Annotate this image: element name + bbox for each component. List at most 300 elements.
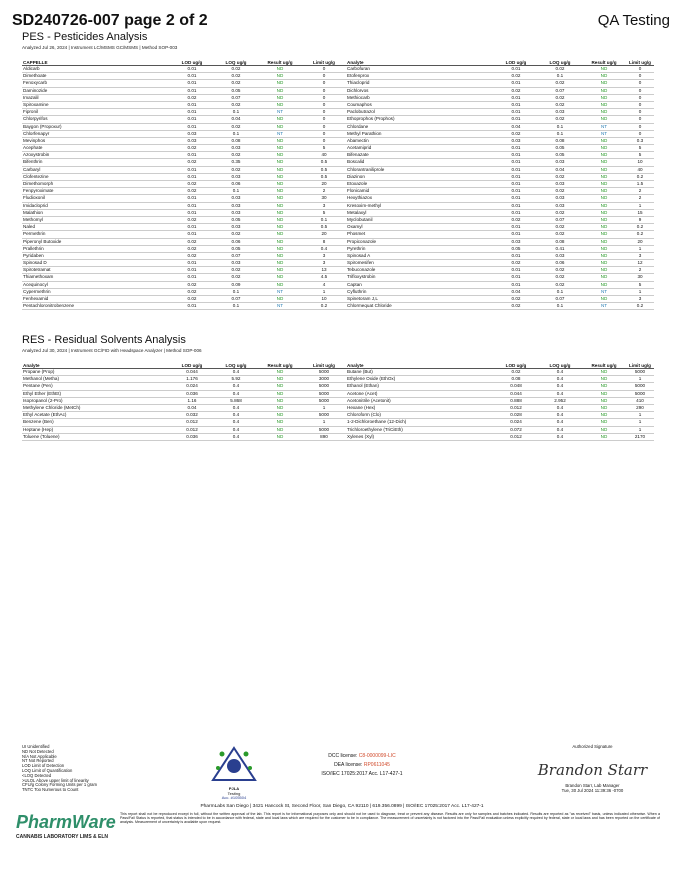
pes-cell: Spinetoram J,L (346, 296, 494, 303)
pes-header-5: Analyte (346, 52, 494, 66)
pes-cell: 0.2 (626, 174, 654, 181)
pes-cell: 20 (626, 239, 654, 246)
res-cell: 1 (626, 412, 654, 419)
pes-cell: 0.01 (170, 109, 214, 116)
pes-cell: 0.05 (214, 217, 258, 224)
pes-cell: 0.08 (214, 138, 258, 145)
pes-cell: ND (258, 260, 302, 267)
pes-cell: Trifloxystrobin (346, 274, 494, 281)
pes-cell: 0 (302, 95, 346, 102)
pes-cell: 0 (302, 80, 346, 87)
pes-cell: Cypermethrin (22, 289, 170, 296)
pes-cell: 0 (626, 109, 654, 116)
pes-cell: Aldicarb (22, 66, 170, 73)
pes-cell: 13 (302, 267, 346, 274)
pes-cell: 0.01 (170, 73, 214, 80)
res-cell: ND (258, 434, 302, 441)
pes-cell: 8 (302, 239, 346, 246)
pes-header-7: LOQ ug/g (538, 52, 582, 66)
pes-cell: Clofentezine (22, 174, 170, 181)
pes-cell: 0.01 (494, 66, 538, 73)
license-info (302, 752, 422, 779)
res-cell: 0.4 (538, 369, 582, 376)
pes-cell: 0.2 (626, 224, 654, 231)
pes-cell: 0.02 (214, 274, 258, 281)
pes-cell: Myclobutanil (346, 217, 494, 224)
res-header-9: Limit ug/g (626, 355, 654, 369)
pes-cell: 0 (302, 124, 346, 131)
res-cell: ND (258, 427, 302, 434)
res-cell: ND (582, 369, 626, 376)
res-cell: ND (582, 383, 626, 390)
pes-cell: ND (582, 167, 626, 174)
pes-cell: Thiamethoxam (22, 274, 170, 281)
res-cell: 5000 (302, 398, 346, 405)
pes-cell: ND (582, 195, 626, 202)
pes-cell: ND (258, 95, 302, 102)
res-cell: 0.02 (494, 369, 538, 376)
pes-cell: Daminozide (22, 88, 170, 95)
signature-label: Authorized Signature (572, 744, 613, 749)
legend-item: ND Not Detected (22, 748, 54, 754)
pes-cell: Prallethrin (22, 246, 170, 253)
pes-cell: ND (582, 224, 626, 231)
pes-cell: 0.03 (538, 109, 582, 116)
res-cell: ND (258, 405, 302, 412)
iso-accreditation: ISO/IEC 17025:2017 Acc. L17-427-1 (321, 771, 403, 777)
pes-cell: 0.03 (214, 195, 258, 202)
res-header-2: LOQ ug/g (214, 355, 258, 369)
pes-cell: 4.5 (302, 274, 346, 281)
pes-cell: 0.03 (214, 224, 258, 231)
res-cell: 5000 (302, 369, 346, 376)
pes-cell: 3 (302, 253, 346, 260)
pes-cell: 0.02 (538, 116, 582, 123)
dea-value: RP0611045 (363, 762, 390, 768)
res-cell: Methylene Chloride (MetCh) (22, 405, 170, 412)
pes-cell: 0.04 (214, 116, 258, 123)
pes-cell: 0.2 (626, 303, 654, 310)
pes-cell: Diazinon (346, 174, 494, 181)
pes-cell: Azoxystrobin (22, 152, 170, 159)
pes-cell: 5 (626, 282, 654, 289)
res-cell: Isopropanol (2-Pro) (22, 398, 170, 405)
pes-cell: 0.1 (214, 188, 258, 195)
pes-cell: 0.02 (214, 66, 258, 73)
pes-cell: ND (582, 296, 626, 303)
pes-cell: Imidacloprid (22, 203, 170, 210)
pes-cell: Cyfluthrin (346, 289, 494, 296)
res-cell: 2170 (626, 434, 654, 441)
pes-cell: 0.01 (170, 102, 214, 109)
pes-cell: 0.02 (214, 80, 258, 87)
res-cell: Trichloroethylene (TriCiEth) (346, 427, 494, 434)
pes-cell: 5 (302, 210, 346, 217)
res-cell: ND (258, 412, 302, 419)
pes-cell: 0 (626, 73, 654, 80)
pes-cell: 0.05 (214, 246, 258, 253)
pes-cell: Pyridaben (22, 253, 170, 260)
pes-cell: 0.1 (538, 124, 582, 131)
pes-cell: 0.01 (494, 231, 538, 238)
res-cell: ND (258, 391, 302, 398)
pes-cell: 0.01 (494, 152, 538, 159)
pes-cell: ND (582, 88, 626, 95)
res-cell: ND (258, 369, 302, 376)
pes-cell: ND (258, 253, 302, 260)
pes-cell: 0.06 (538, 260, 582, 267)
res-cell: Propane (Prop) (22, 369, 170, 376)
pes-cell: Coumaphos (346, 102, 494, 109)
pes-header-0: CAPPELLE (22, 52, 170, 66)
pes-cell: Chlormequat Chloride (346, 303, 494, 310)
pes-cell: ND (258, 88, 302, 95)
pes-cell: ND (582, 282, 626, 289)
pes-cell: 0.09 (214, 282, 258, 289)
pes-cell: 0.01 (494, 253, 538, 260)
pes-cell: 0.02 (494, 260, 538, 267)
res-cell: 5.868 (214, 398, 258, 405)
pes-cell: Carbofuran (346, 66, 494, 73)
pes-cell: 0.04 (538, 167, 582, 174)
pes-cell: 1 (626, 203, 654, 210)
pes-cell: 0.02 (494, 131, 538, 138)
pes-cell: NT (582, 303, 626, 310)
dea-label: DEA license: (334, 762, 363, 768)
res-cell: 0.4 (538, 391, 582, 398)
pes-cell: Methomyl (22, 217, 170, 224)
pes-cell: ND (258, 181, 302, 188)
pes-cell: ND (258, 145, 302, 152)
pes-cell: ND (258, 282, 302, 289)
pes-cell: 0.03 (538, 159, 582, 166)
pes-cell: 10 (626, 159, 654, 166)
res-header-5: Analyte (346, 355, 494, 369)
res-cell: Methanol (Metha) (22, 376, 170, 383)
pes-cell: ND (582, 116, 626, 123)
res-cell: 0.4 (214, 405, 258, 412)
pes-cell: 0 (302, 116, 346, 123)
solvents-table (22, 355, 660, 441)
pes-cell: Naled (22, 224, 170, 231)
legend-item: LOQ Limit of Quantification (22, 767, 73, 773)
pes-cell: 0.01 (170, 174, 214, 181)
pes-cell: 0.03 (538, 253, 582, 260)
pes-cell: 0.02 (170, 145, 214, 152)
pes-cell: 0 (626, 124, 654, 131)
pes-cell: ND (582, 95, 626, 102)
res-cell: ND (258, 398, 302, 405)
pes-cell: 0.01 (494, 267, 538, 274)
res-cell: ND (582, 405, 626, 412)
pes-cell: ND (582, 188, 626, 195)
res-cell: 410 (626, 398, 654, 405)
pes-cell: 12 (626, 260, 654, 267)
pes-cell: ND (582, 239, 626, 246)
pes-cell: 2 (626, 267, 654, 274)
pes-cell: NT (258, 289, 302, 296)
pes-cell: NT (582, 131, 626, 138)
pes-cell: 0.01 (494, 80, 538, 87)
pes-cell: 0.07 (538, 296, 582, 303)
pes-cell: ND (582, 174, 626, 181)
res-cell: Chloroform (Clo) (346, 412, 494, 419)
signer-name: Brandon Starr, Lab Manager (565, 783, 620, 788)
pes-cell: 20 (302, 231, 346, 238)
signature-date: Tue, 30 Jul 2024 11:39:36 -0700 (561, 788, 624, 793)
pes-cell: 0.03 (214, 203, 258, 210)
res-cell: Hexane (Hex) (346, 405, 494, 412)
pes-cell: 0.02 (538, 95, 582, 102)
dcc-value: C8-0000099-LIC (358, 753, 396, 759)
pes-cell: ND (582, 181, 626, 188)
res-cell: 0.072 (494, 427, 538, 434)
pes-cell: Spiromesifen (346, 260, 494, 267)
pes-cell: Ethoprophos (Prophos) (346, 116, 494, 123)
pes-cell: ND (258, 274, 302, 281)
pes-cell: NT (258, 303, 302, 310)
pes-cell: 5 (626, 145, 654, 152)
res-cell: 5000 (302, 391, 346, 398)
res-cell: 0.044 (170, 369, 214, 376)
pes-cell: 0.01 (170, 152, 214, 159)
res-cell: Ethyl Acetate (EthAc) (22, 412, 170, 419)
pes-cell: 0.01 (494, 102, 538, 109)
pes-cell: 0.5 (302, 174, 346, 181)
abbreviation-legend (22, 745, 97, 793)
pes-cell: 0 (626, 131, 654, 138)
res-cell: Pentane (Pen) (22, 383, 170, 390)
pes-cell: 0.02 (538, 80, 582, 87)
pes-cell: 0.02 (538, 102, 582, 109)
res-cell: 1.16 (170, 398, 214, 405)
pes-cell: 0.06 (214, 181, 258, 188)
pes-cell: Fenhexamid (22, 296, 170, 303)
pes-cell: 0.1 (214, 303, 258, 310)
pes-cell: 2 (626, 188, 654, 195)
res-cell: 0.4 (538, 427, 582, 434)
pes-cell: 0.03 (170, 138, 214, 145)
brand-name: PharmWare (16, 812, 116, 832)
pes-cell: 3 (302, 260, 346, 267)
pes-cell: Methyl Parathion (346, 131, 494, 138)
pes-cell: ND (258, 167, 302, 174)
pes-cell: 0.03 (214, 145, 258, 152)
res-cell: 0.4 (214, 383, 258, 390)
signature-block (530, 744, 655, 793)
pes-cell: 0.1 (214, 289, 258, 296)
res-cell: 1 (302, 419, 346, 426)
res-header-4: Limit ug/g (302, 355, 346, 369)
pes-cell: 30 (302, 195, 346, 202)
pes-cell: 0.02 (538, 66, 582, 73)
pes-cell: 0.02 (214, 267, 258, 274)
pes-cell: 30 (626, 274, 654, 281)
res-cell: Toluene (Toluene) (22, 434, 170, 441)
pes-header-6: LOD ug/g (494, 52, 538, 66)
res-cell: ND (258, 376, 302, 383)
pes-cell: Etofenprox (346, 73, 494, 80)
pes-cell: 0.01 (494, 210, 538, 217)
pes-cell: 0.02 (538, 231, 582, 238)
pes-cell: 0.05 (494, 246, 538, 253)
pes-cell: 0.07 (538, 217, 582, 224)
pes-cell: Hexythiazox (346, 195, 494, 202)
res-cell: Ethylene Oxide (EthOx) (346, 376, 494, 383)
legend-item: CFU/g Colony Forming Units per 1 gram (22, 782, 97, 788)
pes-cell: 1 (626, 246, 654, 253)
pes-cell: ND (258, 124, 302, 131)
pes-cell: 0.05 (538, 152, 582, 159)
pes-cell: ND (258, 80, 302, 87)
legend-item: N/A Not Applicable (22, 753, 57, 759)
pes-cell: 0.41 (538, 246, 582, 253)
res-section-subtitle: Analyzed Jul 30, 2024 | Instrument GC/FID with Headspace Analyzer | Method SOP-006 (22, 348, 202, 353)
pes-cell: 0.03 (538, 181, 582, 188)
pes-cell: ND (258, 210, 302, 217)
pes-cell: 3 (626, 253, 654, 260)
pes-cell: Dimethoate (22, 73, 170, 80)
pes-cell: 0.02 (214, 231, 258, 238)
pes-cell: Phosmet (346, 231, 494, 238)
legend-item: NT Not Reported (22, 758, 54, 764)
pes-cell: Oxamyl (346, 224, 494, 231)
pes-cell: 0.08 (538, 239, 582, 246)
pes-cell: 0.01 (170, 260, 214, 267)
pes-header-1: LOD ug/g (170, 52, 214, 66)
pes-cell: 0.01 (494, 95, 538, 102)
pes-cell: 0.04 (494, 124, 538, 131)
pes-cell: Captan (346, 282, 494, 289)
pes-cell: 0.01 (170, 66, 214, 73)
res-section-title: RES - Residual Solvents Analysis (22, 334, 186, 346)
pes-cell: NT (582, 289, 626, 296)
pes-cell: 0.08 (538, 138, 582, 145)
pes-cell: ND (582, 138, 626, 145)
pes-cell: 0.5 (302, 159, 346, 166)
pes-cell: Acephate (22, 145, 170, 152)
res-cell: 0.08 (494, 376, 538, 383)
pes-cell: 0.02 (538, 174, 582, 181)
pes-cell: Dichlorvos (346, 88, 494, 95)
pes-cell: 0.03 (538, 203, 582, 210)
pes-cell: ND (258, 116, 302, 123)
pes-cell: 0.03 (214, 210, 258, 217)
res-cell: 1 (626, 419, 654, 426)
pes-cell: ND (582, 152, 626, 159)
brand-tagline: CANNABIS LABORATORY LIMS & ELN (16, 834, 109, 840)
signature-script: Brandon Starr (537, 761, 648, 779)
res-cell: ND (582, 391, 626, 398)
res-cell: 5000 (626, 369, 654, 376)
pes-cell: 0.02 (538, 224, 582, 231)
res-header-7: LOQ ug/g (538, 355, 582, 369)
pes-cell: ND (582, 80, 626, 87)
pes-header-9: Limit ug/g (626, 52, 654, 66)
pes-cell: Fludioxonil (22, 195, 170, 202)
pes-cell: Malathion (22, 210, 170, 217)
pes-cell: 0.3 (626, 138, 654, 145)
res-cell: 0.032 (170, 412, 214, 419)
pes-cell: 20 (302, 181, 346, 188)
pes-cell: ND (258, 217, 302, 224)
pes-cell: 1 (626, 289, 654, 296)
pes-cell: ND (258, 296, 302, 303)
pes-cell: 0.01 (170, 231, 214, 238)
pes-cell: ND (582, 246, 626, 253)
res-cell: Butane (But) (346, 369, 494, 376)
res-cell: 0.888 (494, 398, 538, 405)
pes-cell: 0 (302, 102, 346, 109)
res-cell: 890 (302, 434, 346, 441)
pes-cell: 2 (302, 188, 346, 195)
pes-cell: 0.02 (494, 296, 538, 303)
lab-address: PharmLabs San Diego | 3421 Hancock St, Second Floor, San Diego, CA 92110 | 619.356.0899 | ISO/IEC 17025:2017 Acc. L17-427-1 (200, 804, 484, 809)
res-cell: 0.012 (494, 405, 538, 412)
disclaimer: This report shall not be reproduced except in full, without the written approval of the lab. This report is for informational purposes only and should not be used to diagnose, treat or prevent any disease. Results are only for samples and batches indicated. Results are reported as "as received" basis, unless indicated otherwise. When a Pass/Fail Status is reported, that status is intended to be in accordance with federal, state and local laws which are required for the customer to be in compliance. The measurement of uncertainty is not factored into the Pass/Fail evaluation unless explicitly required by federal, state or local laws and has been reported on the certificate of analysis. Measurement of uncertainty is available upon request. (120, 812, 660, 825)
pes-cell: 10 (302, 296, 346, 303)
res-cell: 0.044 (494, 391, 538, 398)
pes-cell: ND (582, 210, 626, 217)
res-cell: 5.92 (214, 376, 258, 383)
pes-cell: 0.03 (494, 138, 538, 145)
pes-cell: 0.01 (494, 109, 538, 116)
brand-logo (16, 812, 116, 840)
pes-cell: 5 (626, 152, 654, 159)
pes-cell: 0.01 (494, 282, 538, 289)
res-cell: 0.4 (214, 412, 258, 419)
pes-cell: Etoxazole (346, 181, 494, 188)
pes-cell: 0.01 (494, 145, 538, 152)
res-cell: 0.012 (170, 419, 214, 426)
pes-cell: 0.02 (494, 88, 538, 95)
res-cell: ND (258, 419, 302, 426)
pes-header-4: Limit ug/g (302, 52, 346, 66)
res-cell: 2.952 (538, 398, 582, 405)
pes-cell: 0.4 (302, 246, 346, 253)
pes-cell: 0.5 (302, 167, 346, 174)
res-cell: Acetone (Acet) (346, 391, 494, 398)
pes-cell: Boscalid (346, 159, 494, 166)
pes-cell: ND (582, 203, 626, 210)
pes-cell: 0.01 (494, 224, 538, 231)
res-cell: 0.4 (538, 383, 582, 390)
pes-cell: 0.02 (214, 102, 258, 109)
res-cell: 5000 (302, 383, 346, 390)
pes-cell: 0.02 (538, 188, 582, 195)
pes-cell: 0 (626, 95, 654, 102)
res-cell: 0.036 (170, 391, 214, 398)
pes-cell: 0.02 (494, 303, 538, 310)
pes-cell: 0.02 (214, 152, 258, 159)
pes-cell: 0 (626, 66, 654, 73)
pes-cell: 0.01 (170, 303, 214, 310)
pes-cell: 0.01 (170, 267, 214, 274)
pes-cell: 0 (302, 109, 346, 116)
pes-cell: 0.01 (494, 274, 538, 281)
pes-cell: Thiacloprid (346, 80, 494, 87)
pes-cell: Propiconazole (346, 239, 494, 246)
res-cell: 0.4 (538, 412, 582, 419)
res-cell: 5000 (302, 412, 346, 419)
pes-cell: Mevinphos (22, 138, 170, 145)
res-cell: 3000 (302, 376, 346, 383)
pes-cell: 0.01 (170, 274, 214, 281)
res-cell: 1.176 (170, 376, 214, 383)
pes-cell: ND (258, 66, 302, 73)
pes-cell: 0.2 (302, 303, 346, 310)
pes-cell: Baygon (Propoxur) (22, 124, 170, 131)
